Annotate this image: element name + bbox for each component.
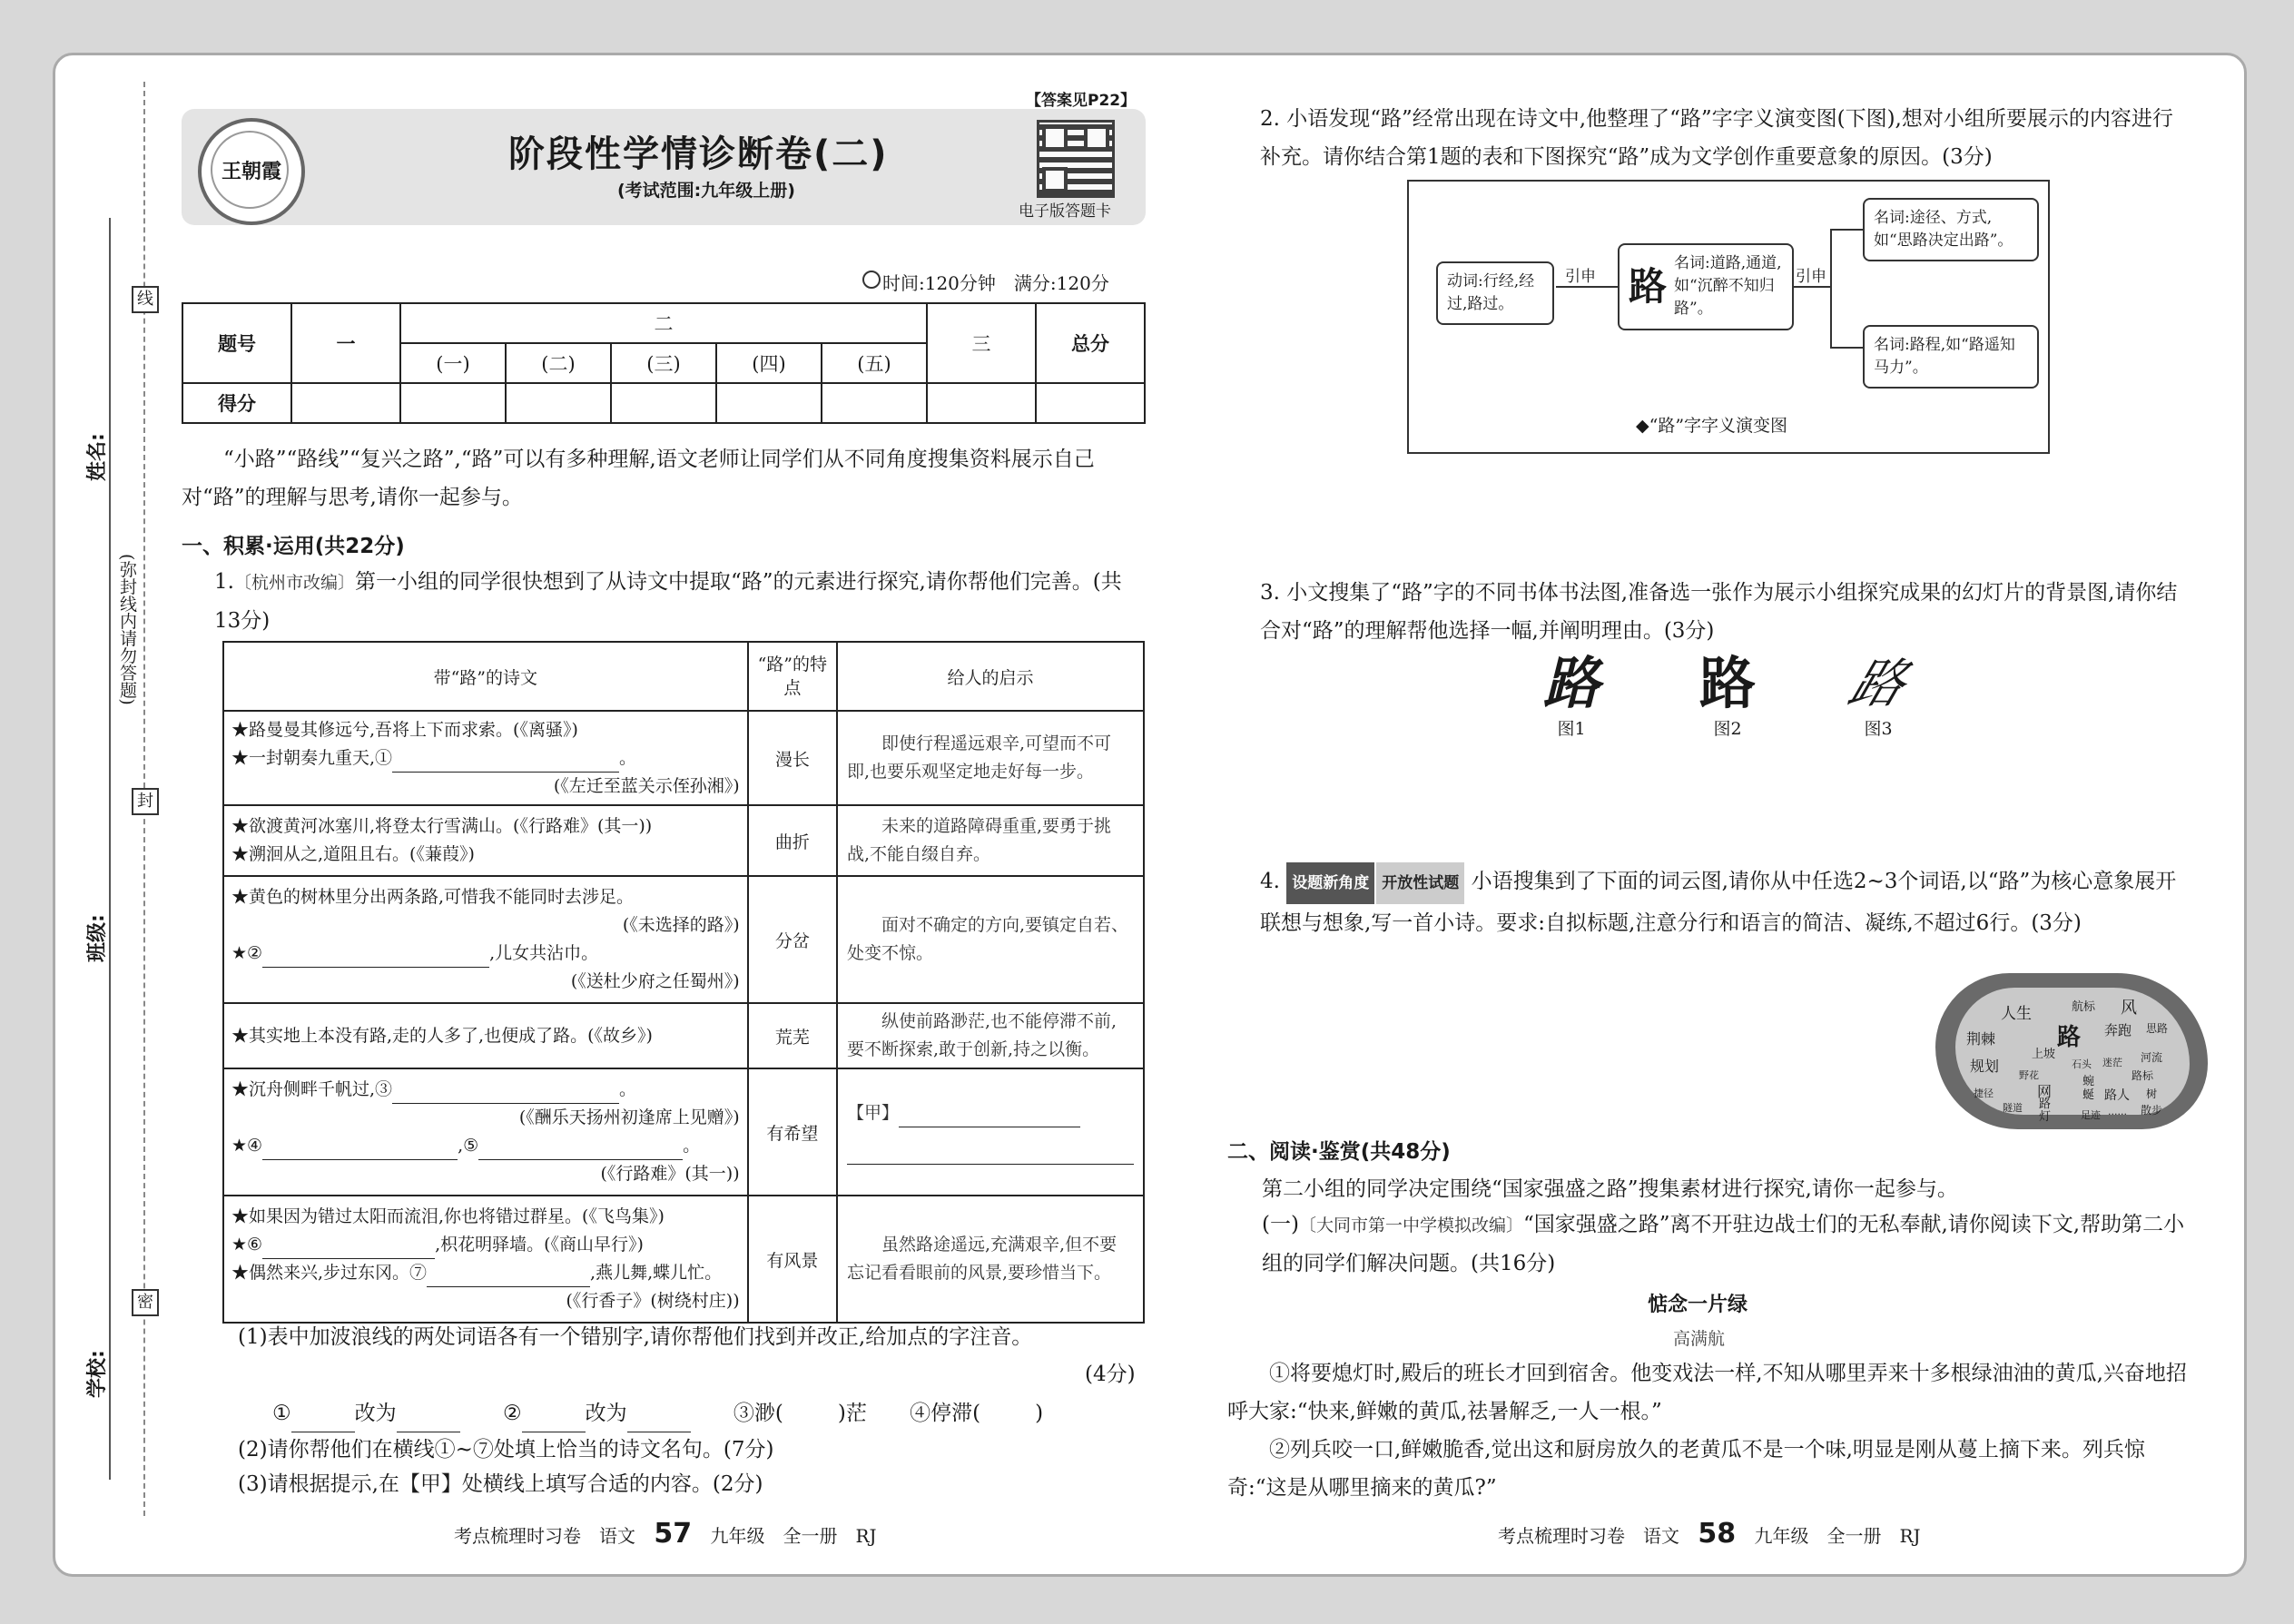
qr-code-corner — [1042, 125, 1068, 151]
cloud-word: 网 — [2037, 1083, 2053, 1100]
cloud-word: 路 — [2057, 1024, 2082, 1051]
blank-1[interactable] — [392, 752, 619, 773]
q3-text: 3. 小文搜集了“路”字的不同书体书法图,准备选一张作为展示小组探究成果的幻灯片的背景图,请你结合对“路”的理解帮他选择一幅,并阐明理由。(3分) — [1260, 581, 2178, 643]
school-label: 学校: — [86, 1350, 109, 1398]
q1-number: 1. — [214, 570, 234, 594]
cloud-word: 河流 — [2141, 1051, 2163, 1064]
feature-cell: 分岔 — [748, 876, 837, 1003]
cloud-word: 足迹 — [2081, 1109, 2101, 1121]
score-sub-2: (二) — [506, 343, 611, 383]
cloud-word: 树 — [2146, 1088, 2158, 1100]
q1-block — [214, 563, 1147, 640]
seal-notice: (弥封线内请勿答题) — [117, 554, 137, 705]
hint-cell — [837, 1068, 1144, 1196]
name-label: 姓名: — [86, 433, 109, 481]
time-info: 时间:120分钟 满分:120分 — [882, 272, 1109, 294]
diagram-label-left: 引申 — [1565, 268, 1596, 286]
score-cell[interactable] — [506, 383, 611, 423]
poem-line: ★溯洄从之,道阻且右。(《蒹葭》) — [231, 844, 475, 864]
cloud-word: 航标 — [2072, 1000, 2096, 1014]
poem-line: ★② ,儿女共沾巾。 — [231, 940, 740, 968]
score-cell[interactable] — [927, 383, 1036, 423]
blank-3[interactable] — [392, 1083, 619, 1104]
score-cell[interactable] — [822, 383, 927, 423]
poem-source: (《未选择的路》) — [622, 915, 740, 935]
score-cell[interactable] — [1036, 383, 1145, 423]
poem-cell — [223, 1068, 748, 1196]
calligraphy-1 — [1543, 652, 1600, 740]
qr-code-corner — [1042, 167, 1068, 192]
poem-table — [222, 641, 1145, 1324]
cloud-word: ...... — [2108, 1106, 2127, 1117]
feature-cell: 曲折 — [748, 805, 837, 876]
cloud-word: 迷茫 — [2102, 1057, 2122, 1068]
hint-cell: 虽然路途遥远,充满艰辛,但不要忘记看看眼前的风景,要珍惜当下。 — [837, 1196, 1144, 1323]
cloud-word: 隧道 — [2003, 1102, 2023, 1114]
sub-question-1-answers: ① 改为 ② 改为 ③渺( )茫 ④停滞( ) — [272, 1394, 1162, 1432]
cloud-word: 路标 — [2132, 1069, 2154, 1082]
poem-line: ★欲渡黄河冰塞川,将登太行雪满山。(《行路难》(其一)) — [231, 816, 653, 836]
blank-jia[interactable] — [899, 1107, 1080, 1127]
diagram-arrow-left — [1556, 286, 1618, 288]
feature-cell: 有风景 — [748, 1196, 837, 1323]
table-row — [223, 876, 1144, 1003]
diagram-top-right-box: 名词:途径、方式,如“思路决定出路”。 — [1863, 198, 2039, 261]
tag-new-angle: 设题新角度 — [1286, 862, 1374, 904]
q1-text: 第一小组的同学很快想到了从诗文中提取“路”的元素进行探究,请你帮他们完善。(共13分) — [214, 570, 1122, 633]
feature-cell: 漫长 — [748, 711, 837, 805]
poem-line: ★⑥ ,枳花明驿墙。(《商山早行》) — [231, 1231, 740, 1259]
poem-cell — [223, 805, 748, 876]
cloud-word: 石头 — [2072, 1058, 2092, 1070]
sub-question-1-score: (4分) — [1085, 1363, 1136, 1386]
clock-icon — [862, 271, 881, 289]
page-number-left: 57 — [654, 1518, 693, 1550]
qr-caption: 电子版答题卡 — [1019, 202, 1111, 221]
section1-heading: 一、积累·运用(共22分) — [182, 535, 405, 558]
poem-source: (《酬乐天扬州初逢席上见赠》) — [518, 1107, 740, 1127]
cloud-word: 规划 — [1970, 1058, 2000, 1075]
calligraphy-label-2: 图2 — [1713, 719, 1742, 739]
cloud-word: 思路 — [2146, 1022, 2169, 1035]
article-paragraph-2: ②列兵咬一口,鲜嫩脆香,觉出这和厨房放久的老黄瓜不是一个味,明显是刚从蔓上摘下来。列兵惊奇:“这是从哪里摘来的黄瓜?” — [1227, 1438, 2145, 1500]
blank-5[interactable] — [478, 1139, 683, 1160]
evolution-diagram — [1407, 180, 2050, 454]
score-cell[interactable] — [716, 383, 822, 423]
blank-7[interactable] — [427, 1266, 590, 1287]
cloud-word: 路人 — [2104, 1088, 2130, 1103]
cloud-word: 风 — [2121, 999, 2137, 1018]
section2-heading: 二、阅读·鉴赏(共48分) — [1227, 1140, 1451, 1164]
diagram-label-right: 引申 — [1796, 268, 1826, 286]
cloud-word: 上坡 — [2032, 1048, 2056, 1061]
poem-line: ★黄色的树林里分出两条路,可惜我不能同时去涉足。 — [231, 887, 635, 907]
cloud-word: 野花 — [2019, 1069, 2039, 1081]
score-col-total: 总分 — [1036, 303, 1145, 383]
qr-code-icon[interactable] — [1037, 120, 1115, 198]
poem-line: ★④ ,⑤ 。 — [231, 1132, 740, 1160]
intro-paragraph: “小路”“路线”“复兴之路”,“路”可以有多种理解,语文老师让同学们从不同角度搜集资料展示自己对“路”的理解与思考,请你一起参与。 — [182, 448, 1095, 509]
diagram-center-char: 路 — [1629, 264, 1668, 309]
cloud-word: 荆棘 — [1966, 1030, 1996, 1048]
cloud-word: 路灯 — [2039, 1097, 2052, 1124]
blank-6[interactable] — [262, 1238, 435, 1259]
cloud-word: 蜿蜒 — [2082, 1075, 2095, 1102]
poem-cell — [223, 1003, 748, 1068]
part1-label: (一) — [1262, 1213, 1299, 1236]
diagram-branch — [1830, 347, 1863, 349]
poem-cell — [223, 876, 748, 1003]
hint-cell: 面对不确定的方向,要镇定自若、处变不惊。 — [837, 876, 1144, 1003]
part1-source: 〔大同市第一中学模拟改编〕 — [1298, 1216, 1523, 1235]
blank-2[interactable] — [262, 947, 489, 968]
section2-part1 — [1262, 1206, 2197, 1283]
q4-block — [1260, 862, 2193, 942]
diagram-bottom-right-box: 名词:路程,如“路遥知马力”。 — [1863, 325, 2039, 389]
hint-jia: 【甲】 — [847, 1099, 1134, 1127]
hint-cell: 未来的道路障碍重重,要勇于挑战,不能自缀自弃。 — [837, 805, 1144, 876]
poem-line: ★其实地上本没有路,走的人多了,也便成了路。(《故乡》) — [231, 1025, 653, 1046]
brand-logo — [198, 118, 305, 225]
table-row — [223, 805, 1144, 876]
score-col-tihao: 题号 — [182, 303, 291, 383]
calligraphy-char-1: 路 — [1543, 650, 1600, 716]
poem-source: (《送杜少府之任蜀州》) — [570, 971, 740, 991]
score-sub-4: (四) — [716, 343, 822, 383]
table-row — [223, 1003, 1144, 1068]
article-title: 惦念一片绿 — [1648, 1294, 1748, 1316]
exam-scope: (考试范围:九年级上册) — [617, 181, 795, 201]
answer-blank[interactable] — [291, 1412, 355, 1432]
score-table — [182, 302, 1146, 424]
name-field[interactable] — [96, 227, 98, 436]
page-footer-left: 考点梳理时习卷 语文 57 九年级 全一册 RJ — [454, 1518, 877, 1550]
q2-text: 2. 小语发现“路”经常出现在诗文中,他整理了“路”字字义演变图(下图),想对小组所要展示的内容进行补充。请你结合第1题的表和下图探究“路”成为文学创作重要意象的原因。(3分) — [1260, 107, 2173, 169]
diagram-center-text: 名词:道路,通道,如“沉醉不知归路”。 — [1674, 254, 1782, 318]
hint-cell: 即使行程遥远艰辛,可望而不可即,也要乐观坚定地走好每一步。 — [837, 711, 1144, 805]
diagram-arrow-right — [1792, 286, 1830, 288]
table-row — [223, 711, 1144, 805]
calligraphy-char-3: 路 — [1841, 653, 1915, 714]
poem-source: (《行香子》(树绕村庄)) — [566, 1291, 740, 1311]
sub-question-1: (1)表中加波浪线的两处词语各有一个错别字,请你帮他们找到并改正,给加点的字注音。 — [238, 1325, 1033, 1349]
article-author: 高满航 — [1673, 1329, 1726, 1349]
calligraphy-2 — [1699, 652, 1756, 740]
score-col-2: 二 — [400, 303, 927, 343]
score-sub-5: (五) — [822, 343, 927, 383]
feature-cell: 荒芜 — [748, 1003, 837, 1068]
feature-cell: 有希望 — [748, 1068, 837, 1196]
answer-blank[interactable] — [522, 1412, 586, 1432]
calligraphy-label-3: 图3 — [1864, 719, 1893, 739]
answer-reference: 【答案见P22】 — [1026, 92, 1137, 110]
poem-cell — [223, 711, 748, 805]
score-cell[interactable] — [291, 383, 400, 423]
poem-source: (《行路难》(其一)) — [600, 1164, 740, 1184]
part1-text: “国家强盛之路”离不开驻边战士们的无私奉献,请你阅读下文,帮助第二小组的同学们解决问题。(共16分) — [1262, 1213, 2185, 1275]
poem-line: ★一封朝奏九重天,① 。 — [231, 744, 740, 773]
tag-open-question: 开放性试题 — [1376, 862, 1464, 904]
cloud-word: 人生 — [2001, 1005, 2032, 1023]
poem-line: ★如果因为错过太阳而流泪,你也将错过群星。(《飞鸟集》) — [231, 1206, 665, 1226]
score-cell[interactable] — [611, 383, 716, 423]
poem-line: ★路曼曼其修远兮,吾将上下而求索。(《离骚》) — [231, 719, 578, 740]
poem-table-header-hint: 给人的启示 — [837, 642, 1144, 711]
diagram-branch — [1830, 229, 1832, 349]
qr-code-corner — [1084, 125, 1109, 151]
class-label: 班级: — [86, 914, 109, 962]
calligraphy-3 — [1841, 652, 1915, 740]
q4-number: 4. — [1260, 870, 1280, 893]
poem-table-header-feature: “路”的特点 — [748, 642, 837, 711]
score-cell[interactable] — [400, 383, 506, 423]
brand-logo-text: 王朝霞 — [221, 160, 281, 183]
calligraphy-char-2: 路 — [1699, 650, 1757, 716]
sub-question-2: (2)请你帮他们在横线①~⑦处填上恰当的诗文名句。(7分) — [238, 1438, 774, 1462]
score-row-defen: 得分 — [182, 383, 291, 423]
article-paragraph-1: ①将要熄灯时,殿后的班长才回到宿舍。他变戏法一样,不知从哪里弄来十多根绿油油的黄瓜,兴奋地招呼大家:“快来,鲜嫩的黄瓜,祛暑解乏,一人一根。” — [1227, 1362, 2187, 1423]
calligraphy-label-1: 图1 — [1557, 719, 1586, 739]
diagram-left-box: 动词:行经,经过,路过。 — [1436, 261, 1554, 325]
score-sub-1: (一) — [400, 343, 506, 383]
cloud-word: 捷径 — [1974, 1088, 1994, 1099]
seal-box-mi: 密 — [132, 1289, 159, 1316]
word-cloud — [1935, 973, 2208, 1129]
score-col-1: 一 — [291, 303, 400, 383]
table-row — [223, 1068, 1144, 1196]
hint-cell: 纵使前路渺茫,也不能停滞不前,要不断探索,敢于创新,持之以衡。 — [837, 1003, 1144, 1068]
cloud-word: 散步 — [2141, 1104, 2163, 1117]
score-sub-3: (三) — [611, 343, 716, 383]
diagram-caption: ◆“路”字字义演变图 — [1636, 416, 1788, 436]
diagram-branch — [1830, 229, 1863, 231]
page-number-right: 58 — [1698, 1518, 1737, 1550]
blank-jia-2[interactable] — [847, 1144, 1134, 1165]
page-title: 阶段性学情诊断卷(二) — [508, 133, 889, 175]
answer-blank[interactable] — [397, 1412, 460, 1432]
score-col-3: 三 — [927, 303, 1036, 383]
page-footer-right: 考点梳理时习卷 语文 58 九年级 全一册 RJ — [1498, 1518, 1921, 1550]
sub-question-3: (3)请根据提示,在【甲】处横线上填写合适的内容。(2分) — [238, 1472, 763, 1496]
poem-table-header-poems: 带“路”的诗文 — [223, 642, 748, 711]
q1-source: 〔杭州市改编〕 — [233, 573, 355, 593]
seal-box-xian: 线 — [132, 286, 159, 313]
diagram-center-box — [1618, 243, 1794, 330]
blank-4[interactable] — [262, 1139, 458, 1160]
seal-box-feng: 封 — [132, 788, 159, 815]
poem-line: ★偶然来兴,步过东冈。⑦ ,燕儿舞,蝶儿忙。 — [231, 1259, 740, 1287]
poem-cell — [223, 1196, 748, 1323]
poem-source: (《左迁至蓝关示侄孙湘》) — [553, 775, 740, 796]
section2-intro: 第二小组的同学决定围绕“国家强盛之路”搜集素材进行探究,请你一起参与。 — [1262, 1177, 1958, 1201]
answer-blank[interactable] — [627, 1412, 691, 1432]
table-row — [223, 1196, 1144, 1323]
cloud-word: 奔跑 — [2104, 1022, 2132, 1038]
q4-text: 小语搜集到了下面的词云图,请你从中任选2~3个词语,以“路”为核心意象展开联想与想象,写一首小诗。要求:自拟标题,注意分行和语言的简洁、凝练,不超过6行。(3分) — [1260, 870, 2177, 935]
poem-line: ★沉舟侧畔千帆过,③ 。 — [231, 1076, 740, 1104]
